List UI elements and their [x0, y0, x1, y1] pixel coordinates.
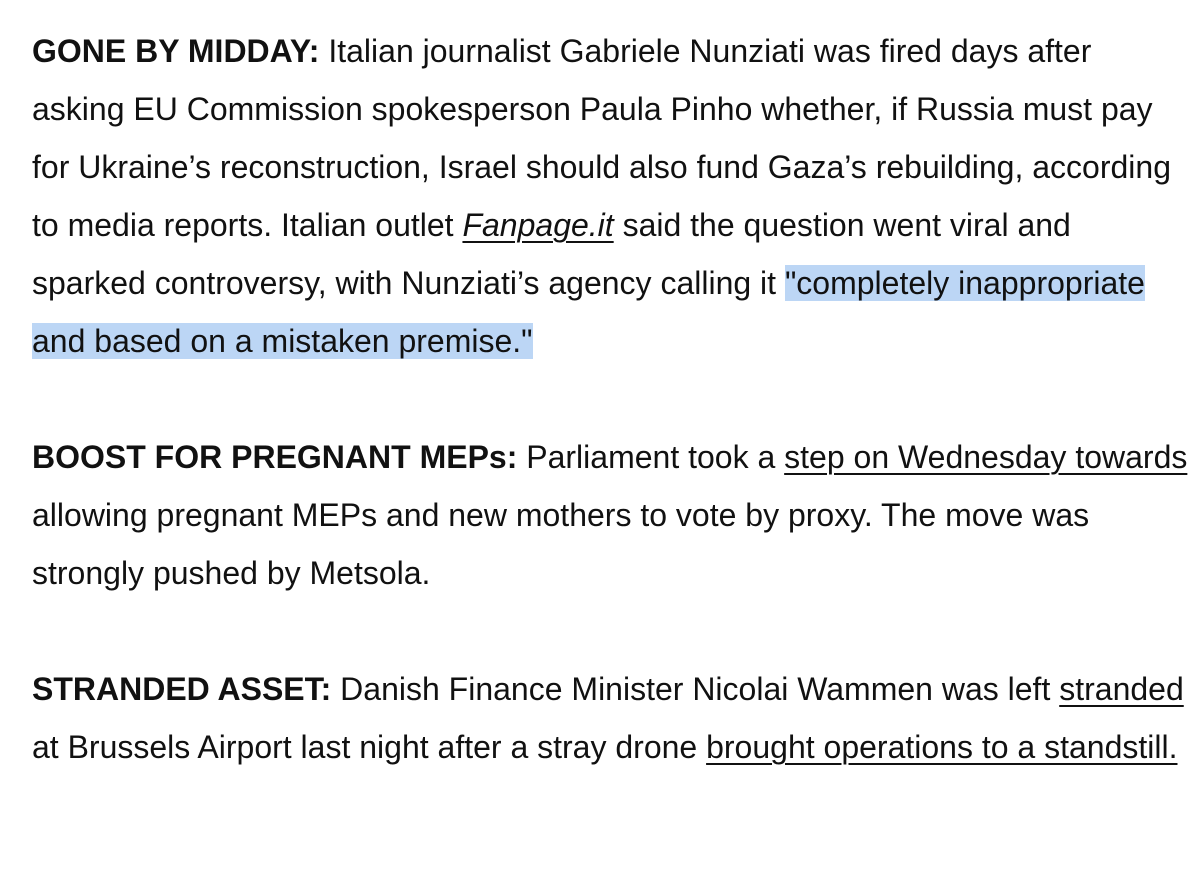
paragraph-text: said the question went viral and sparked controversy, with Nunziati’s agency calling it: [32, 207, 1071, 301]
paragraph-heading: STRANDED ASSET:: [32, 671, 332, 707]
paragraph-heading: BOOST FOR PREGNANT MEPs:: [32, 439, 518, 475]
paragraph-heading: GONE BY MIDDAY:: [32, 33, 320, 69]
stranded-link[interactable]: stranded: [1059, 671, 1184, 707]
paragraph-boost-for-pregnant-meps: [32, 428, 1192, 602]
step-on-wednesday-link[interactable]: step on Wednesday towards: [784, 439, 1188, 475]
standstill-link[interactable]: brought operations to a standstill.: [706, 729, 1178, 765]
paragraph-text: allowing pregnant MEPs and new mothers to vote by proxy. The move was strongly pushed by Metsola.: [32, 497, 1090, 591]
selected-quote: "completely inappropriate and based on a mistaken premise.": [32, 265, 1145, 359]
paragraph-text: Italian journalist Gabriele Nunziati was fired days after asking EU Commission spokesperson Paula Pinho whether, if Russia must pay for Ukraine’s reconstruction, Israel should also fund Gaza’s rebuilding, according to media reports. Italian outlet: [32, 33, 1171, 243]
paragraph-text: Danish Finance Minister Nicolai Wammen was left: [331, 671, 1060, 707]
paragraph-gone-by-midday: [32, 22, 1192, 370]
article-body: [32, 22, 1192, 776]
paragraph-stranded-asset: [32, 660, 1192, 776]
fanpage-link[interactable]: Fanpage.it: [462, 207, 614, 243]
paragraph-text: Parliament took a: [517, 439, 785, 475]
paragraph-text: at Brussels Airport last night after a stray drone: [32, 729, 707, 765]
